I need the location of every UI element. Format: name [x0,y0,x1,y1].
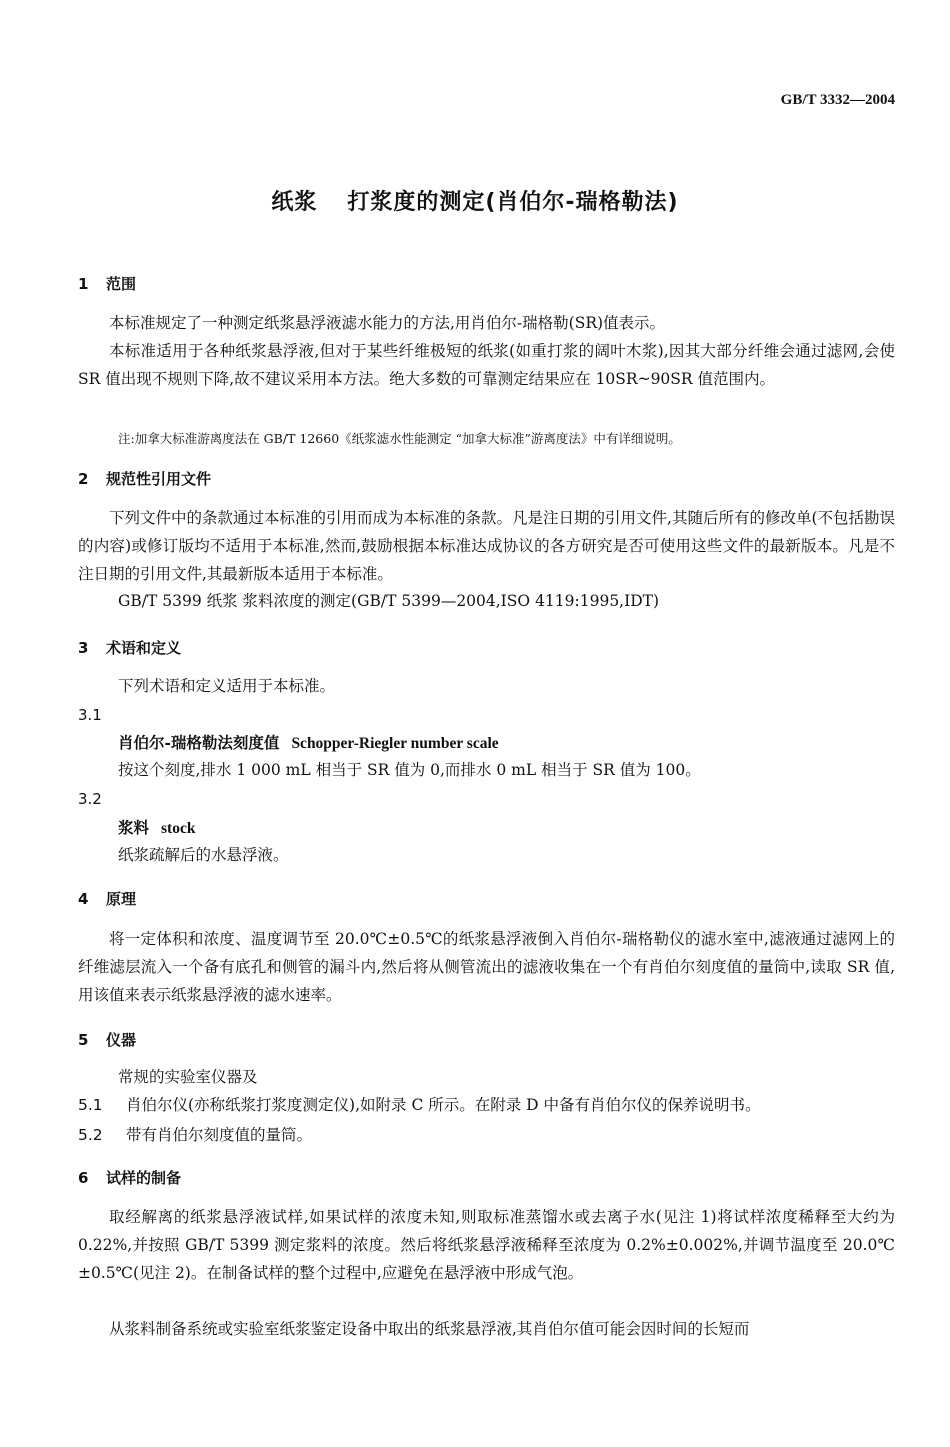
section-4-paragraph-1: 将一定体积和浓度、温度调节至 20.0℃±0.5℃的纸浆悬浮液倒入肖伯尔-瑞格勒仪的滤水室中,滤液通过滤网上的纤维滤层流入一个备有底孔和侧管的漏斗内,然后将从侧管流出的滤液收集在一个有肖伯尔刻度值的量筒中,读取 SR 值,用该值来表示纸浆悬浮液的滤水速率。 [78,930,895,1004]
section-2-heading [78,468,211,489]
section-number: 1 [78,275,89,293]
section-5-heading [78,1029,136,1050]
normative-reference: GB/T 5399 纸浆 浆料浓度的测定(GB/T 5399—2004,ISO 4119:1995,IDT) [118,592,660,610]
section-5-paragraph-1: 常规的实验室仪器及 [118,1068,258,1086]
section-4-heading [78,888,136,909]
item-number: 5.1 [78,1096,103,1114]
section-1-note: 注:加拿大标准游离度法在 GB/T 12660《纸浆滤水性能测定 “加拿大标准”游离度法》中有详细说明。 [118,431,681,446]
section-title: 术语和定义 [106,639,182,657]
document-title [0,185,950,216]
term-3-1-name [118,731,499,753]
section-title: 试样的制备 [106,1169,182,1187]
section-title: 规范性引用文件 [106,470,212,488]
section-6-paragraph-2: 从浆料制备系统或实验室纸浆鉴定设备中取出的纸浆悬浮液,其肖伯尔值可能会因时间的长短而 [109,1320,750,1338]
section-title: 范围 [106,275,137,293]
section-title: 原理 [106,890,137,908]
item-5-2 [78,1123,312,1145]
section-2-paragraph-1: 下列文件中的条款通过本标准的引用而成为本标准的条款。凡是注日期的引用文件,其随后所有的修改单(不包括勘误的内容)或修订版均不适用于本标准,然而,鼓励根据本标准达成协议的各方研究是否可使用这些文件的最新版本。凡是不注日期的引用文件,其最新版本适用于本标准。 [78,509,895,583]
term-3-1-number: 3.1 [78,706,102,724]
section-3-paragraph-1: 下列术语和定义适用于本标准。 [118,677,336,695]
section-number: 4 [78,890,89,908]
section-number: 2 [78,470,89,488]
item-number: 5.2 [78,1126,103,1144]
term-3-1-definition: 按这个刻度,排水 1 000 mL 相当于 SR 值为 0,而排水 0 mL 相当于 SR 值为 100。 [118,761,701,779]
title-part-2: 打浆度的测定(肖伯尔-瑞格勒法) [347,190,679,215]
section-number: 5 [78,1031,89,1049]
section-1-paragraph-2: 本标准适用于各种纸浆悬浮液,但对于某些纤维极短的纸浆(如重打浆的阔叶木浆),因其大部分纤维会通过滤网,会使 SR 值出现不规则下降,故不建议采用本方法。绝大多数的可靠测定结果应在 10SR~90SR 值范围内。 [78,342,895,388]
term-cn: 肖伯尔-瑞格勒法刻度值 [118,733,280,752]
title-part-1: 纸浆 [271,190,318,215]
term-3-2-definition: 纸浆疏解后的水悬浮液。 [118,846,289,864]
item-5-1 [78,1093,761,1115]
section-number: 6 [78,1169,89,1187]
item-text: 肖伯尔仪(亦称纸浆打浆度测定仪),如附录 C 所示。在附录 D 中备有肖伯尔仪的保养说明书。 [126,1096,761,1114]
section-title: 仪器 [106,1031,137,1049]
term-en: Schopper-Riegler number scale [291,735,499,752]
section-3-heading [78,637,181,658]
term-cn: 浆料 [118,818,150,837]
section-number: 3 [78,639,89,657]
term-3-2-number: 3.2 [78,790,102,808]
section-1-heading [78,273,136,294]
section-6-paragraph-1: 取经解离的纸浆悬浮液试样,如果试样的浓度未知,则取标准蒸馏水或去离子水(见注 1)将试样浓度稀释至大约为 0.22%,并按照 GB/T 5399 测定浆料的浓度。然后将纸浆悬浮液稀释至浓度为 0.2%±0.002%,并调节温度至 20.0℃±0.5℃(见注 2)。在制备试样的整个过程中,应避免在悬浮液中形成气泡。 [78,1208,895,1282]
standard-code: GB/T 3332—2004 [780,92,895,108]
section-6-heading [78,1167,181,1188]
item-text: 带有肖伯尔刻度值的量筒。 [126,1126,313,1144]
term-en: stock [161,820,196,837]
section-1-paragraph-1: 本标准规定了一种测定纸浆悬浮液滤水能力的方法,用肖伯尔-瑞格勒(SR)值表示。 [109,314,666,332]
term-3-2-name [118,816,195,838]
